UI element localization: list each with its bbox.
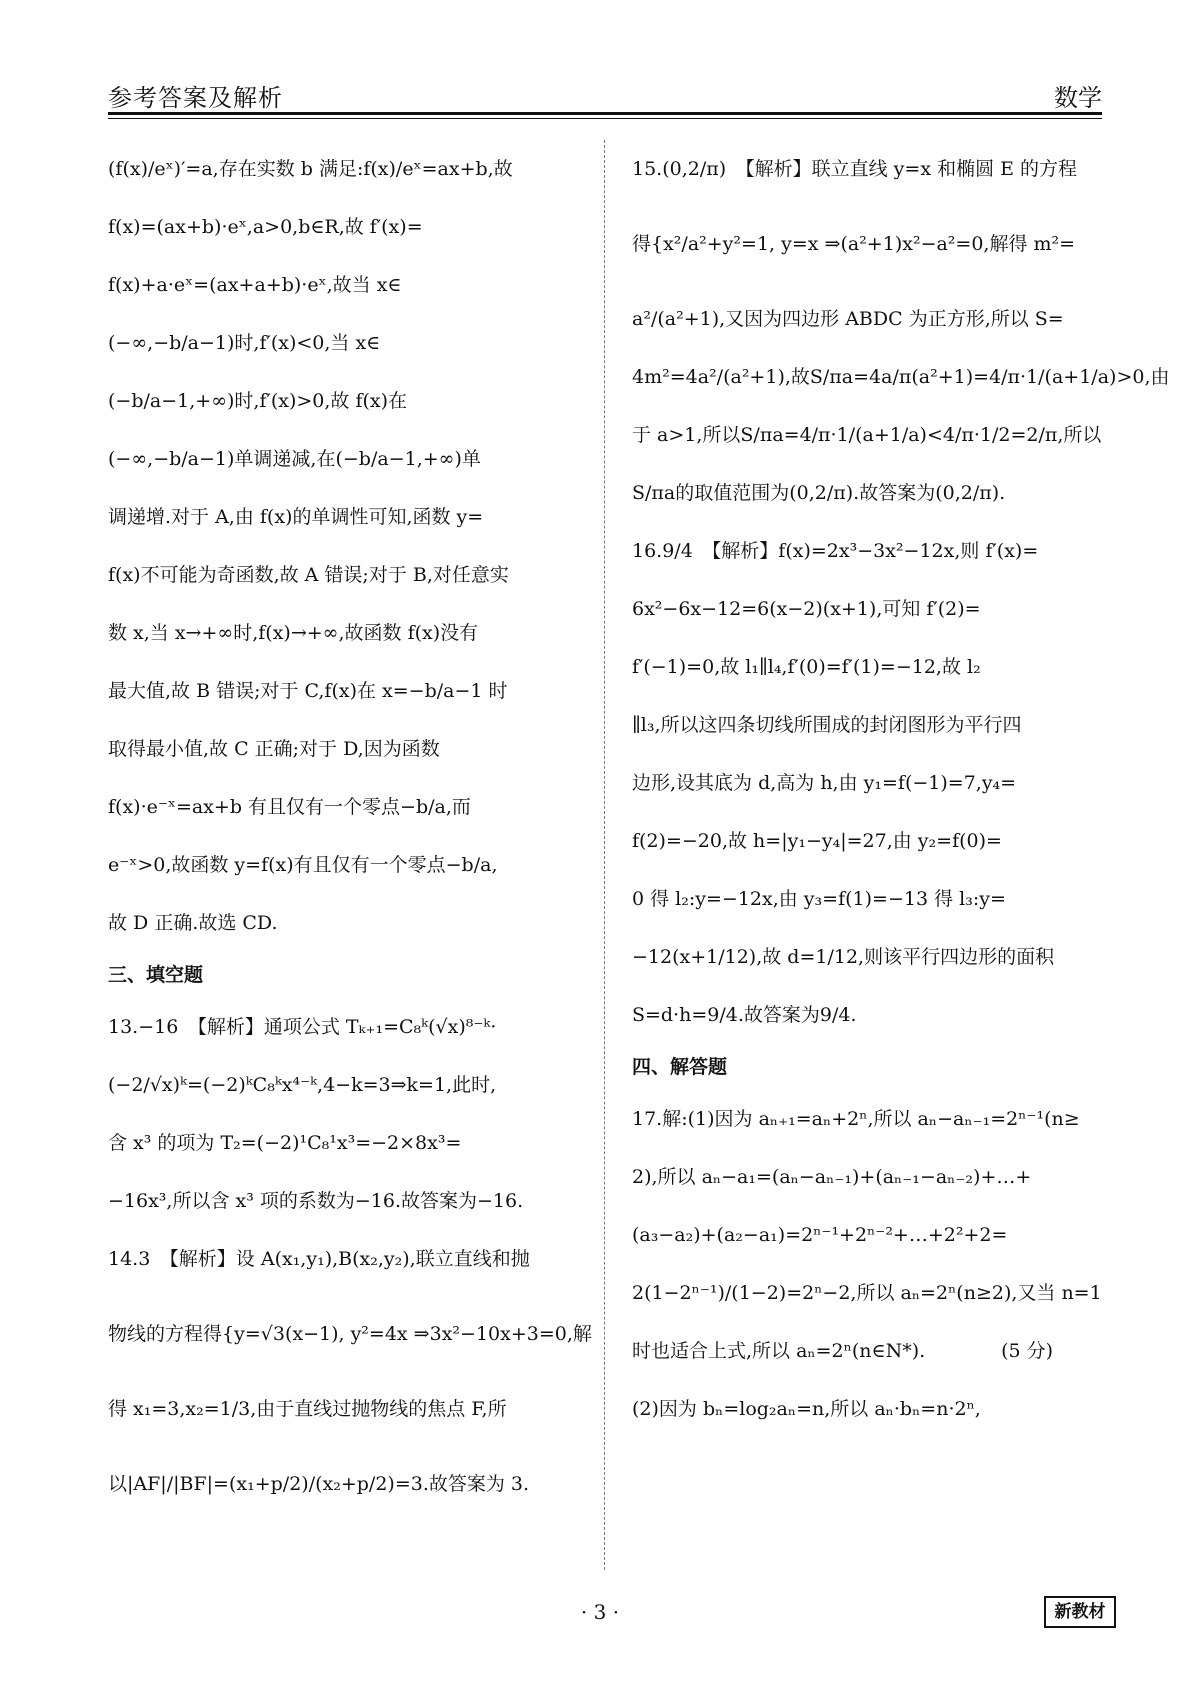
text-line: S=d·h=9/4.故答案为9/4. (632, 1004, 857, 1026)
text-line: 16.9/4 【解析】f(x)=2x³−3x²−12x,则 f′(x)= (632, 540, 1039, 562)
text-line: 4m²=4a²/(a²+1),故S/πa=4a/π(a²+1)=4/π·1/(a+1/a)>0,由 (632, 366, 1170, 388)
text-line: f′(−1)=0,故 l₁∥l₄,f′(0)=f′(1)=−12,故 l₂ (632, 656, 981, 678)
text-line: 6x²−6x−12=6(x−2)(x+1),可知 f′(2)= (632, 598, 981, 620)
text-line: (−b/a−1,+∞)时,f′(x)>0,故 f(x)在 (108, 390, 408, 412)
section-heading-solutions: 四、解答题 (632, 1056, 728, 1078)
text-line: 17.解:(1)因为 aₙ₊₁=aₙ+2ⁿ,所以 aₙ−aₙ₋₁=2ⁿ⁻¹(n≥ (632, 1108, 1080, 1130)
text-line: 数 x,当 x→+∞时,f(x)→+∞,故函数 f(x)没有 (108, 622, 479, 644)
q13-solution (108, 998, 578, 1230)
text-line: (−∞,−b/a−1)单调递减,在(−b/a−1,+∞)单 (108, 448, 481, 470)
header-rule (108, 112, 1102, 115)
text-line: 0 得 l₂:y=−12x,由 y₃=f(1)=−13 得 l₃:y= (632, 888, 1006, 910)
text-line: −12(x+1/12),故 d=1/12,则该平行四边形的面积 (632, 946, 1055, 968)
text-line: 故 D 正确.故选 CD. (108, 912, 278, 934)
q17-solution (632, 1090, 1102, 1438)
q12-solution-continued (108, 140, 578, 952)
text-line: 边形,设其底为 d,高为 h,由 y₁=f(−1)=7,y₄= (632, 772, 1017, 794)
text-line: 时也适合上式,所以 aₙ=2ⁿ(n∈N*). (5 分) (632, 1340, 1054, 1362)
left-column (108, 140, 592, 1530)
right-column (632, 140, 1170, 1438)
text-line: 15.(0,2/π) 【解析】联立直线 y=x 和椭圆 E 的方程 (632, 158, 1078, 180)
text-line: 最大值,故 B 错误;对于 C,f(x)在 x=−b/a−1 时 (108, 680, 508, 702)
equation-system-line: 物线的方程得{y=√3(x−1), y²=4x ⇒3x²−10x+3=0,解 (108, 1323, 592, 1345)
text-line: 得 x₁=3,x₂=1/3,由于直线过抛物线的焦点 F,所 (108, 1398, 507, 1420)
fraction-line: 以|AF|/|BF|=(x₁+p/2)/(x₂+p/2)=3.故答案为 3. (108, 1473, 530, 1495)
text-line: 于 a>1,所以S/πa=4/π·1/(a+1/a)<4/π·1/2=2/π,所以 (632, 424, 1102, 446)
text-line: (f(x)/eˣ)′=a,存在实数 b 满足:f(x)/eˣ=ax+b,故 (108, 158, 513, 180)
text-line: 取得最小值,故 C 正确;对于 D,因为函数 (108, 738, 440, 760)
text-line: f(2)=−20,故 h=|y₁−y₄|=27,由 y₂=f(0)= (632, 830, 1002, 852)
text-line: −16x³,所以含 x³ 项的系数为−16.故答案为−16. (108, 1190, 524, 1212)
text-line: 13.−16 【解析】通项公式 Tₖ₊₁=C₈ᵏ(√x)⁸⁻ᵏ· (108, 1016, 497, 1038)
text-line: f(x)不可能为奇函数,故 A 错误;对于 B,对任意实 (108, 564, 509, 586)
column-divider (604, 140, 605, 1570)
text-line: (2)因为 bₙ=log₂aₙ=n,所以 aₙ·bₙ=n·2ⁿ, (632, 1398, 981, 1420)
text-line: 调递增.对于 A,由 f(x)的单调性可知,函数 y= (108, 506, 484, 528)
text-line: (−2/√x)ᵏ=(−2)ᵏC₈ᵏx⁴⁻ᵏ,4−k=3⇒k=1,此时, (108, 1074, 497, 1096)
page-number: · 3 · (580, 1600, 620, 1624)
q14-solution (108, 1230, 592, 1530)
text-line: f(x)+a·eˣ=(ax+a+b)·eˣ,故当 x∈ (108, 274, 402, 296)
header-rule-thin (108, 118, 1102, 119)
text-line: e⁻ˣ>0,故函数 y=f(x)有且仅有一个零点−b/a, (108, 854, 498, 876)
q16-solution (632, 522, 1102, 1044)
equation-system-line: 得{x²/a²+y²=1, y=x ⇒(a²+1)x²−a²=0,解得 m²= (632, 233, 1076, 255)
text-line: f(x)·e⁻ˣ=ax+b 有且仅有一个零点−b/a,而 (108, 796, 471, 818)
text-line: (a₃−a₂)+(a₂−a₁)=2ⁿ⁻¹+2ⁿ⁻²+…+2²+2= (632, 1224, 1008, 1246)
text-line: a²/(a²+1),又因为四边形 ABDC 为正方形,所以 S= (632, 308, 1064, 330)
text-line: (−∞,−b/a−1)时,f′(x)<0,当 x∈ (108, 332, 381, 354)
page-header (108, 78, 1102, 110)
text-line: ∥l₃,所以这四条切线所围成的封闭图形为平行四 (632, 714, 1022, 736)
edition-badge: 新教材 (1044, 1596, 1116, 1628)
header-subject: 数学 (1054, 84, 1102, 112)
text-line: f(x)=(ax+b)·eˣ,a>0,b∈R,故 f′(x)= (108, 216, 423, 238)
section-heading-fill-in: 三、填空题 (108, 964, 204, 986)
text-line: 2(1−2ⁿ⁻¹)/(1−2)=2ⁿ−2,所以 aₙ=2ⁿ(n≥2),又当 n=1 (632, 1282, 1102, 1304)
header-title: 参考答案及解析 (108, 84, 283, 112)
text-line: 含 x³ 的项为 T₂=(−2)¹C₈¹x³=−2×8x³= (108, 1132, 462, 1154)
text-line: 2),所以 aₙ−a₁=(aₙ−aₙ₋₁)+(aₙ₋₁−aₙ₋₂)+…+ (632, 1166, 1032, 1188)
text-line: 14.3 【解析】设 A(x₁,y₁),B(x₂,y₂),联立直线和抛 (108, 1248, 530, 1270)
text-line: S/πa的取值范围为(0,2/π).故答案为(0,2/π). (632, 482, 1006, 504)
q15-solution (632, 140, 1170, 522)
